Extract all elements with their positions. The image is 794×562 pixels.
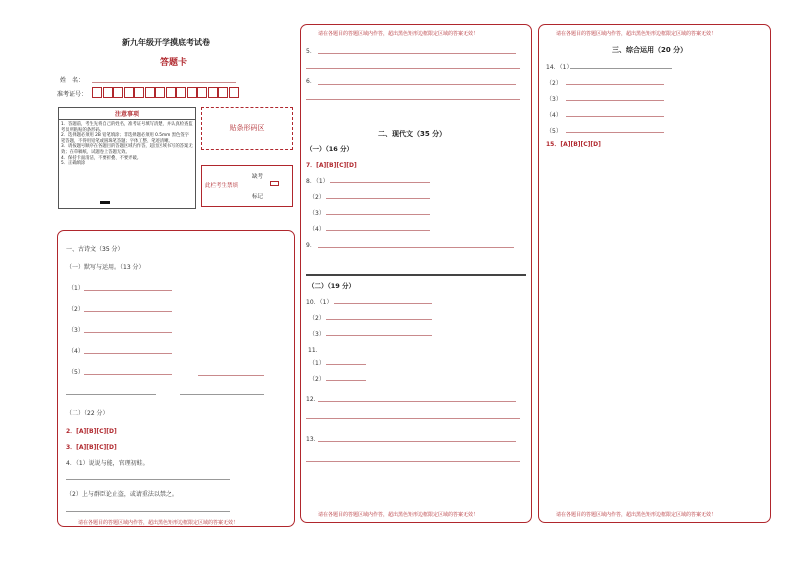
sub-item-answer-line[interactable] [326, 380, 366, 381]
answer-line-q5a[interactable] [318, 53, 516, 54]
answer-line-5c[interactable] [66, 394, 156, 395]
dictation-item-label: （1） [68, 285, 84, 292]
exam-number-cell[interactable] [197, 87, 207, 98]
notice-items [59, 120, 195, 169]
answer-line-8-1[interactable] [330, 182, 430, 183]
answer-line-10-1[interactable] [334, 303, 432, 304]
question-4-1: 4．（1）说说与能，官理初蛙。 [66, 460, 149, 467]
part-title-dictation: （一）默写与运用。（13 分） [66, 264, 145, 271]
sub-item-answer-line[interactable] [566, 100, 664, 101]
sub-item-answer-line[interactable] [326, 214, 430, 215]
absent-flag: 缺考 [252, 174, 264, 180]
notice-item: 5．正确填涂 [61, 161, 86, 167]
answer-line-4-2[interactable] [66, 511, 230, 512]
answer-line-5b[interactable] [198, 375, 264, 376]
notice-title: 注意事项 [59, 108, 195, 120]
question-13: 13． [306, 436, 320, 443]
question-6: 6． [306, 78, 316, 85]
section-title-comprehensive: 三、综合运用（20 分） [612, 46, 688, 54]
warning-text-col1: 请在各题目的答题区域内作答，超出黑色矩形边框限定区域的答案无效！ [78, 520, 239, 526]
barcode-label: 贴条形码区 [229, 124, 265, 132]
absent-checkbox[interactable] [270, 181, 279, 186]
exam-number-cells[interactable] [92, 87, 242, 99]
question-11: 11． [308, 347, 322, 354]
notice-item: 1．答题前，考生先将自己的姓名，准考证号填写清楚，并认真检查监考员所粘贴的条形码。 [61, 122, 193, 133]
warning-text-col3-bottom: 请在各题目的答题区域内作答，超出黑色矩形边框限定区域的答案无效！ [556, 512, 717, 518]
question-12: 12． [306, 396, 320, 403]
answer-panel-comprehensive [538, 24, 771, 523]
exam-number-cell[interactable] [145, 87, 155, 98]
sub-item-answer-line[interactable] [326, 319, 432, 320]
dictation-answer-line[interactable] [84, 290, 172, 291]
notice-item: 3．请按题号顺序在各题目的答题区域内作答，超出区域书写的答案无效；在草稿纸、试题卷上答题无效。 [61, 144, 193, 155]
exam-number-cell[interactable] [218, 87, 228, 98]
exam-number-cell[interactable] [176, 87, 186, 98]
dictation-answer-line[interactable] [84, 353, 172, 354]
section-title-classical: 一、古诗文（35 分） [66, 246, 124, 253]
choice-q15[interactable]: 15．[A][B][C][D] [546, 141, 601, 148]
dictation-answer-line[interactable] [84, 332, 172, 333]
exam-number-cell[interactable] [208, 87, 218, 98]
part-title-modern-2: （二）（19 分） [308, 282, 356, 290]
exam-number-label: 准考证号： [57, 91, 88, 98]
answer-line-5d[interactable] [180, 394, 264, 395]
dictation-answer-line[interactable] [84, 311, 172, 312]
absent-text: 此栏考生禁填 [205, 183, 239, 189]
exam-number-cell[interactable] [187, 87, 197, 98]
exam-number-cell[interactable] [92, 87, 102, 98]
sub-item-answer-line[interactable] [566, 132, 664, 133]
question-4-2: （2）上与群臣论止盗，或请重法以禁之。 [66, 491, 178, 498]
sub-item-label: （4） [546, 112, 562, 119]
part-title-modern-1: （一）（16 分） [306, 145, 354, 153]
sub-item-answer-line[interactable] [326, 335, 432, 336]
sub-item-label: （2） [309, 315, 325, 322]
notice-box [58, 107, 196, 209]
question-9: 9． [306, 242, 316, 249]
exam-number-cell[interactable] [103, 87, 113, 98]
exam-number-cell[interactable] [124, 87, 134, 98]
answer-line-q13a[interactable] [318, 441, 516, 442]
choice-q2[interactable]: 2．[A][B][C][D] [66, 428, 117, 435]
name-label: 姓 名： [60, 77, 85, 84]
question-10-1: 10．（1） [306, 299, 333, 306]
fill-sample-mark [100, 201, 110, 204]
answer-line-q12b[interactable] [306, 418, 520, 419]
answer-card-label: 答题卡 [160, 58, 188, 68]
absent-box [201, 165, 293, 207]
warning-text-col2-top: 请在各题目的答题区域内作答，超出黑色矩形边框限定区域的答案无效！ [318, 31, 479, 37]
absent-flag-mark: 标记 [252, 194, 264, 200]
dictation-item-label: （2） [68, 306, 84, 313]
name-field[interactable] [92, 82, 236, 83]
dictation-answer-line[interactable] [84, 374, 172, 375]
answer-line-q13b[interactable] [306, 461, 520, 462]
sub-item-label: （2） [309, 194, 325, 201]
sub-item-label: （4） [309, 226, 325, 233]
choice-q7[interactable]: 7．[A][B][C][D] [306, 162, 357, 169]
question-8-1: 8．（1） [306, 178, 329, 185]
answer-line-q12a[interactable] [318, 401, 516, 402]
sub-item-label: （3） [309, 210, 325, 217]
part-title-reading: （二）（22 分） [66, 410, 109, 417]
dictation-item-label: （5） [68, 369, 84, 376]
answer-line-q9[interactable] [318, 247, 514, 248]
answer-line-q6b[interactable] [306, 99, 520, 100]
sub-item-label: （3） [309, 331, 325, 338]
question-5: 5． [306, 48, 316, 55]
page-title: 新九年级开学摸底考试卷 [122, 38, 210, 47]
exam-number-cell[interactable] [155, 87, 165, 98]
section-title-modern: 二、现代文（35 分） [378, 130, 447, 138]
question-14-1: 14．（1） [546, 64, 573, 71]
sub-item-label: （2） [546, 80, 562, 87]
warning-text-col3-top: 请在各题目的答题区域内作答，超出黑色矩形边框限定区域的答案无效！ [556, 31, 717, 37]
choice-q3[interactable]: 3．[A][B][C][D] [66, 444, 117, 451]
notice-item: 4．保持卡面清洁，不要折叠、不要弄破。 [61, 155, 142, 161]
answer-line-q6a[interactable] [318, 84, 516, 85]
sub-item-label: （1） [309, 360, 325, 367]
dictation-item-label: （4） [68, 348, 84, 355]
exam-number-cell[interactable] [229, 87, 239, 98]
sub-item-answer-line[interactable] [566, 116, 664, 117]
exam-number-cell[interactable] [134, 87, 144, 98]
exam-number-cell[interactable] [166, 87, 176, 98]
exam-number-cell[interactable] [113, 87, 123, 98]
sub-item-answer-line[interactable] [566, 84, 664, 85]
section-divider [306, 274, 526, 276]
warning-text-col2-bottom: 请在各题目的答题区域内作答，超出黑色矩形边框限定区域的答案无效！ [318, 512, 479, 518]
answer-panel-classical [57, 230, 295, 527]
answer-line-q5b[interactable] [306, 68, 520, 69]
sub-item-label: （2） [309, 376, 325, 383]
notice-item: 2．选择题必须用 2B 铅笔填涂；非选择题必须用 0.5mm 黑色签字笔答题，不得用铅笔或圆珠笔答题；字体工整、笔迹清晰。 [61, 133, 189, 144]
answer-line-14-1[interactable] [570, 68, 672, 69]
sub-item-label: （5） [546, 128, 562, 135]
dictation-item-label: （3） [68, 327, 84, 334]
sub-item-answer-line[interactable] [326, 198, 430, 199]
answer-line-4-1[interactable] [66, 479, 230, 480]
sub-item-answer-line[interactable] [326, 364, 366, 365]
sub-item-label: （3） [546, 96, 562, 103]
barcode-area [201, 107, 293, 150]
sub-item-answer-line[interactable] [326, 230, 430, 231]
